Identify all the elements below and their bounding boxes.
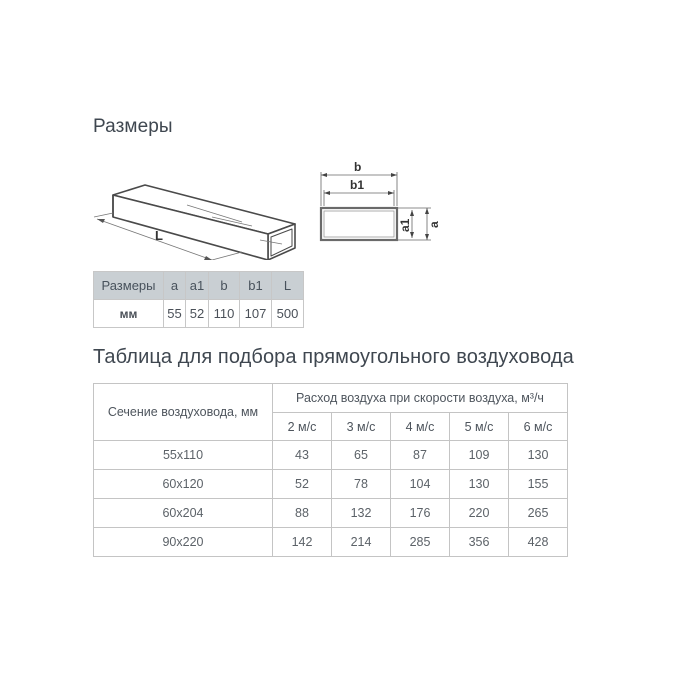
flow-cell: 65 bbox=[332, 441, 391, 470]
header-cell: a1 bbox=[186, 272, 209, 300]
flow-cell: 104 bbox=[391, 470, 450, 499]
flow-header-row bbox=[94, 384, 568, 413]
table-row bbox=[94, 499, 568, 528]
section-cell: 55x110 bbox=[94, 441, 273, 470]
flow-cell: 176 bbox=[391, 499, 450, 528]
flow-cell: 52 bbox=[273, 470, 332, 499]
airflow-selection-table bbox=[93, 383, 568, 557]
header-cell: Размеры bbox=[94, 272, 164, 300]
flow-cell: 132 bbox=[332, 499, 391, 528]
flow-cell: 356 bbox=[450, 528, 509, 557]
header-cell: b bbox=[209, 272, 240, 300]
flow-cell: 142 bbox=[273, 528, 332, 557]
flow-cell: 285 bbox=[391, 528, 450, 557]
dimensions-header-row bbox=[94, 272, 304, 300]
header-cell: b1 bbox=[240, 272, 272, 300]
dimensions-title: Размеры bbox=[93, 116, 173, 137]
selection-table-title: Таблица для подбора прямоугольного воздуховода bbox=[93, 346, 574, 368]
b-label: b bbox=[354, 160, 362, 174]
dimensions-table bbox=[93, 271, 304, 328]
speed-header: 4 м/с bbox=[391, 413, 450, 441]
speed-header: 6 м/с bbox=[509, 413, 568, 441]
table-row bbox=[94, 528, 568, 557]
flow-cell: 428 bbox=[509, 528, 568, 557]
flow-cell: 88 bbox=[273, 499, 332, 528]
header-cell: L bbox=[272, 272, 304, 300]
length-label: L bbox=[155, 228, 163, 243]
value-cell: 500 bbox=[272, 300, 304, 328]
unit-cell: мм bbox=[94, 300, 164, 328]
table-row bbox=[94, 441, 568, 470]
airflow-group-header: Расход воздуха при скорости воздуха, м³/ч bbox=[273, 384, 568, 413]
speed-header: 3 м/с bbox=[332, 413, 391, 441]
speed-header: 5 м/с bbox=[450, 413, 509, 441]
section-header: Сечение воздуховода, мм bbox=[94, 384, 273, 441]
flow-cell: 130 bbox=[509, 441, 568, 470]
a1-label: a1 bbox=[398, 218, 412, 232]
flow-cell: 109 bbox=[450, 441, 509, 470]
flow-cell: 78 bbox=[332, 470, 391, 499]
flow-cell: 87 bbox=[391, 441, 450, 470]
value-cell: 110 bbox=[209, 300, 240, 328]
dimensions-value-row bbox=[94, 300, 304, 328]
value-cell: 52 bbox=[186, 300, 209, 328]
section-cell: 60x204 bbox=[94, 499, 273, 528]
value-cell: 107 bbox=[240, 300, 272, 328]
section-cell: 90x220 bbox=[94, 528, 273, 557]
header-cell: a bbox=[164, 272, 186, 300]
flow-cell: 155 bbox=[509, 470, 568, 499]
speed-header: 2 м/с bbox=[273, 413, 332, 441]
flow-cell: 265 bbox=[509, 499, 568, 528]
table-row bbox=[94, 470, 568, 499]
a-label: a bbox=[427, 221, 441, 228]
flow-cell: 214 bbox=[332, 528, 391, 557]
flow-cell: 220 bbox=[450, 499, 509, 528]
duct-cross-section-drawing bbox=[314, 158, 449, 248]
value-cell: 55 bbox=[164, 300, 186, 328]
flow-cell: 130 bbox=[450, 470, 509, 499]
duct-3d-drawing bbox=[92, 160, 302, 260]
b1-label: b1 bbox=[350, 178, 365, 192]
flow-cell: 43 bbox=[273, 441, 332, 470]
section-cell: 60x120 bbox=[94, 470, 273, 499]
